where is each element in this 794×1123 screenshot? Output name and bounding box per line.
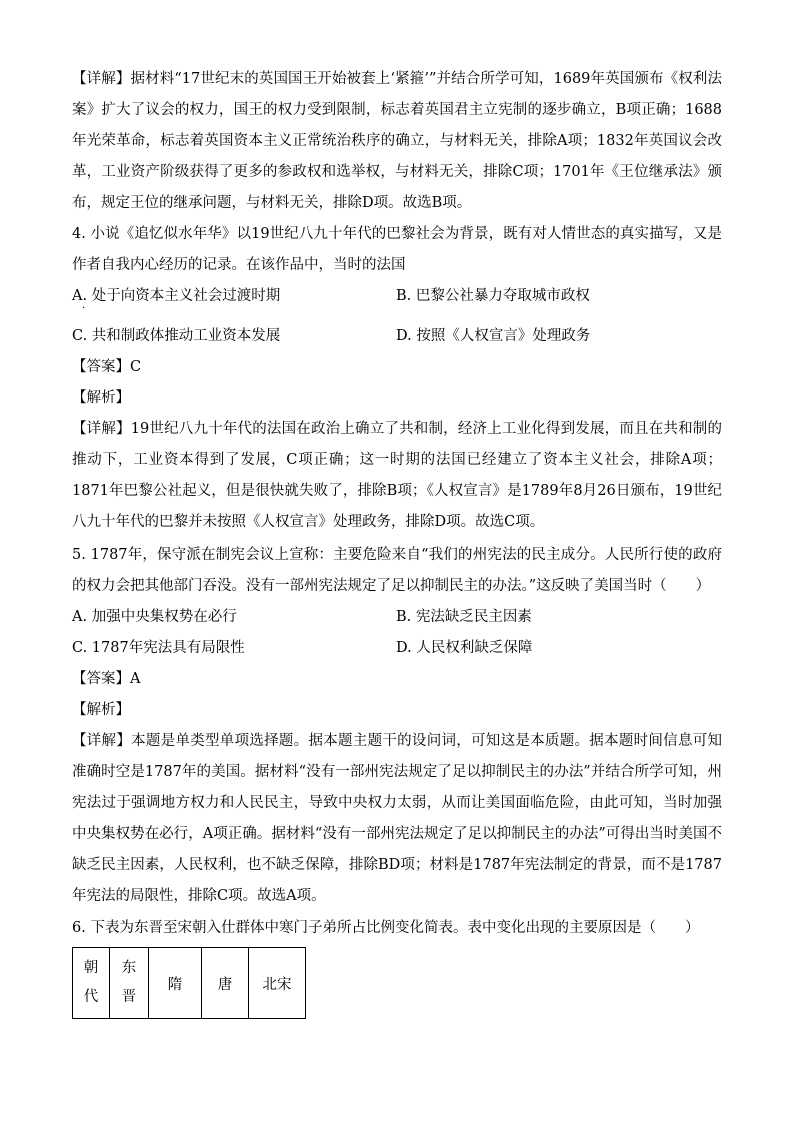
q5-options-row-1 — [72, 602, 722, 633]
q5-stem-block — [72, 540, 722, 602]
q4-options-row-1 — [72, 281, 722, 312]
table-cell-northern-song: 北宋 — [249, 948, 306, 1019]
table-cell-sui: 隋 — [149, 948, 202, 1019]
q5-detail-block — [72, 726, 722, 912]
q5-option-d[interactable]: D. 人民权利缺乏保障 — [396, 640, 533, 656]
q6-table — [72, 947, 306, 1019]
stray-dot: · — [82, 303, 86, 314]
table-cell-tang: 唐 — [202, 948, 249, 1019]
q4-analysis-label: 【解析】 — [72, 390, 130, 406]
q5-options-row-2 — [72, 633, 722, 664]
q5-detail: 【详解】本题是单类型单项选择题。据本题主题干的设问词，可知这是本质题。据本题时间信息可知准确时空是1787年的美国。据材料“没有一部州宪法规定了足以抑制民主的办法”并结合所学可知，州宪法过于强调地方权力和人民民主，导致中央权力太弱，从而让美国面临危险，由此可知，当时加强中央集权势在必行，A项正确。据材料“没有一部州宪法规定了足以抑制民主的办法”可得出当时美国不缺乏民主因素，人民权利，也不缺乏保障，排除BD项；材料是1787年宪法制定的背景，而不是1787年宪法的局限性，排除C项。故选A项。 — [72, 733, 722, 904]
q5-answer: 【答案】A — [72, 671, 141, 687]
cell-line: 晋 — [121, 989, 137, 1005]
table-row — [73, 948, 306, 1019]
q3-detail-block — [72, 64, 722, 219]
q4-option-d[interactable]: D. 按照《人权宣言》处理政务 — [396, 328, 591, 344]
q5-analysis-label: 【解析】 — [72, 702, 130, 718]
q5-option-c[interactable]: C. 1787年宪法具有局限性 — [72, 640, 245, 656]
q6-stem: 6. 下表为东晋至宋朝入仕群体中寒门子弟所占比例变化简表。表中变化出现的主要原因是（ ） — [72, 920, 700, 936]
q4-answer: 【答案】C — [72, 359, 142, 375]
q4-option-c[interactable]: C. 共和制政体推动工业资本发展 — [72, 328, 281, 344]
q4-stem: 4. 小说《追忆似水年华》以19世纪八九十年代的巴黎社会为背景，既有对人情世态的真实描写，又是作者自我内心经历的记录。在该作品中，当时的法国 — [72, 226, 722, 273]
q4-option-b[interactable]: B. 巴黎公社暴力夺取城市政权 — [396, 288, 590, 304]
q3-detail: 【详解】据材料“17世纪末的英国国王开始被套上‘紧箍’”并结合所学可知，1689年英国颁布《权利法案》扩大了议会的权力，国王的权力受到限制，标志着英国君主立宪制的逐步确立，B项正确；1688年光荣革命，标志着英国资本主义正常统治秩序的确立，与材料无关，排除A项；1832年英国议会改革，工业资产阶级获得了更多的参政权和选举权，与材料无关，排除C项；1701年《王位继承法》颁布，规定王位的继承问题，与材料无关，排除D项。故选B项。 — [72, 71, 722, 211]
q4-detail: 【详解】19世纪八九十年代的法国在政治上确立了共和制，经济上工业化得到发展，而且在共和制的推动下，工业资本得到了发展，C项正确；这一时期的法国已经建立了资本主义社会，排除A项；1871年巴黎公社起义，但是很快就失败了，排除B项；《人权宣言》是1789年8月26日颁布，19世纪八九十年代的巴黎并未按照《人权宣言》处理政务，排除D项。故选C项。 — [72, 421, 722, 530]
q4-detail-block — [72, 414, 722, 538]
cell-line: 东 — [121, 960, 137, 976]
q4-stem-block — [72, 219, 722, 281]
q4-options-row-2 — [72, 321, 722, 352]
q4-option-a[interactable]: A. 处于向资本主义社会过渡时期 — [72, 288, 281, 304]
q6-stem-block — [72, 913, 722, 944]
cell-line: 代 — [83, 989, 99, 1005]
q5-option-a[interactable]: A. 加强中央集权势在必行 — [72, 609, 237, 625]
q5-option-b[interactable]: B. 宪法缺乏民主因素 — [396, 609, 532, 625]
table-cell-dynasty-header — [73, 948, 110, 1019]
cell-line: 朝 — [83, 960, 99, 976]
q5-stem: 5. 1787年，保守派在制宪会议上宣称：主要危险来自“我们的州宪法的民主成分。人民所行使的政府的权力会把其他部门吞没。没有一部州宪法规定了足以抑制民主的办法。”这反映了美国当时（ ） — [72, 547, 722, 594]
table-cell-eastern-jin — [110, 948, 149, 1019]
